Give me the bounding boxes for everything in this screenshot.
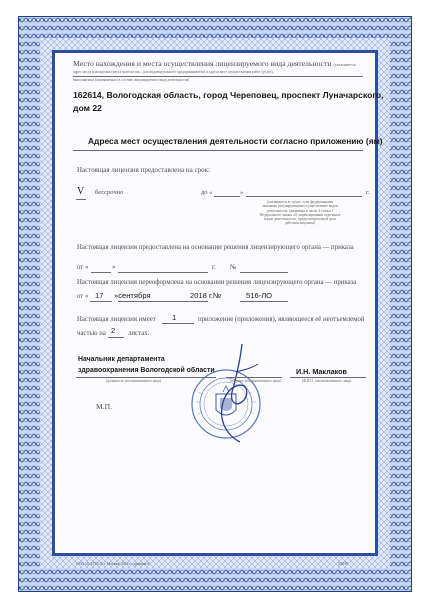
appendix-line2-pre: частью на [77,330,106,337]
appendix-pre: Настоящая лицензия имеет [77,316,156,323]
term-until-prefix: до « [201,189,213,196]
places-note: Адреса мест осуществления деятельности согласно приложению (ям) [88,136,383,146]
position-line2: здравоохранения Вологодской области [78,367,215,374]
header-note-line1: адрес места нахождения (места жительства – для индивидуального предпринимателя) и адреса мест осуществления работ (услуг), [73,70,274,74]
term-check-mark: V [77,186,85,197]
appendix-sheets-line [108,337,124,338]
appendix-count: 1 [172,313,177,322]
appendix-line2-post: листах. [128,330,150,337]
header-underline [73,76,363,77]
decision-reissued-line1: Настоящая лицензия переоформлена на основании решения лицензирующего органа — приказа [77,279,357,286]
caption-signature: (подпись уполномоченного лица) [230,379,282,383]
term-day-line [214,196,240,197]
decision-granted-day-line [91,272,111,273]
decision-granted-from: от « [77,264,89,271]
term-until-mid: » [240,189,244,196]
places-underline [73,150,363,151]
decision-reissued-month-line [118,301,208,302]
appendix-sheets: 2 [111,326,116,335]
decision-reissued-day-line [90,301,112,302]
decision-granted-quote: » [112,264,116,271]
caption-position: (должность уполномоченного лица) [106,379,162,383]
term-check-underline [76,199,86,200]
footer-serial: Д2918 [338,562,349,566]
decision-granted-number-line [240,272,288,273]
term-indefinite: бессрочно [95,189,124,196]
decision-reissued-number-line [240,301,288,302]
term-note: (указывается в случае, если федеральными законами, регулирующими осуществление видов деятельности, указанных в части 4 статьи 1 Федерального закона «О лицензировании отдельных видов деятельности», предусмотрен иной срок действия лицензии) [259,200,341,226]
appendix-count-line [162,323,194,324]
position-line1: Начальник департамента [78,356,165,363]
seal-label: М.П. [96,402,113,411]
address-line2: дом 22 [73,103,102,113]
term-label: Настоящая лицензия предоставлена на срок: [77,166,210,174]
decision-granted-month-line [118,272,208,273]
position-underline [76,377,216,378]
header-title-note: (указывается [333,62,356,67]
decision-reissued-number: 516-ЛО [246,291,273,300]
decision-reissued-year: 2018 г.№ [190,291,222,300]
header-title: Место нахождения и места осуществления лицензируемого вида деятельности (указывается [73,59,356,68]
signature-underline [226,377,282,378]
authorized-name: И.Н. Маклаков [296,367,347,376]
term-month-line [246,196,362,197]
term-until-year: г. [366,189,370,196]
address-line1: 162614, Вологодская область, город Череповец, проспект Луначарского, [73,90,384,100]
signature-icon [206,342,276,446]
decision-granted-year-suffix: г. [212,264,216,271]
decision-granted-line1: Настоящая лицензия предоставлена на основании решения лицензирующего органа — приказа [77,244,354,251]
decision-reissued-from: от « [77,293,89,300]
decision-reissued-month: »сентября [114,291,151,300]
caption-name: (Ф.И.О. уполномоченного лица) [302,379,352,383]
decision-granted-number-sign: № [230,264,237,271]
name-underline [290,377,366,378]
decision-reissued-day: 17 [95,291,104,300]
footer-printer: ООО «Б.Т.ПТ»® г. Москва, 2014 г., уровень Б [76,562,150,566]
header-note-line2: выполняемых (оказываемых) в составе лицензируемого вида деятельности) [73,78,190,82]
appendix-post: приложение (приложения), являющееся её неотъемлемой [198,316,365,323]
